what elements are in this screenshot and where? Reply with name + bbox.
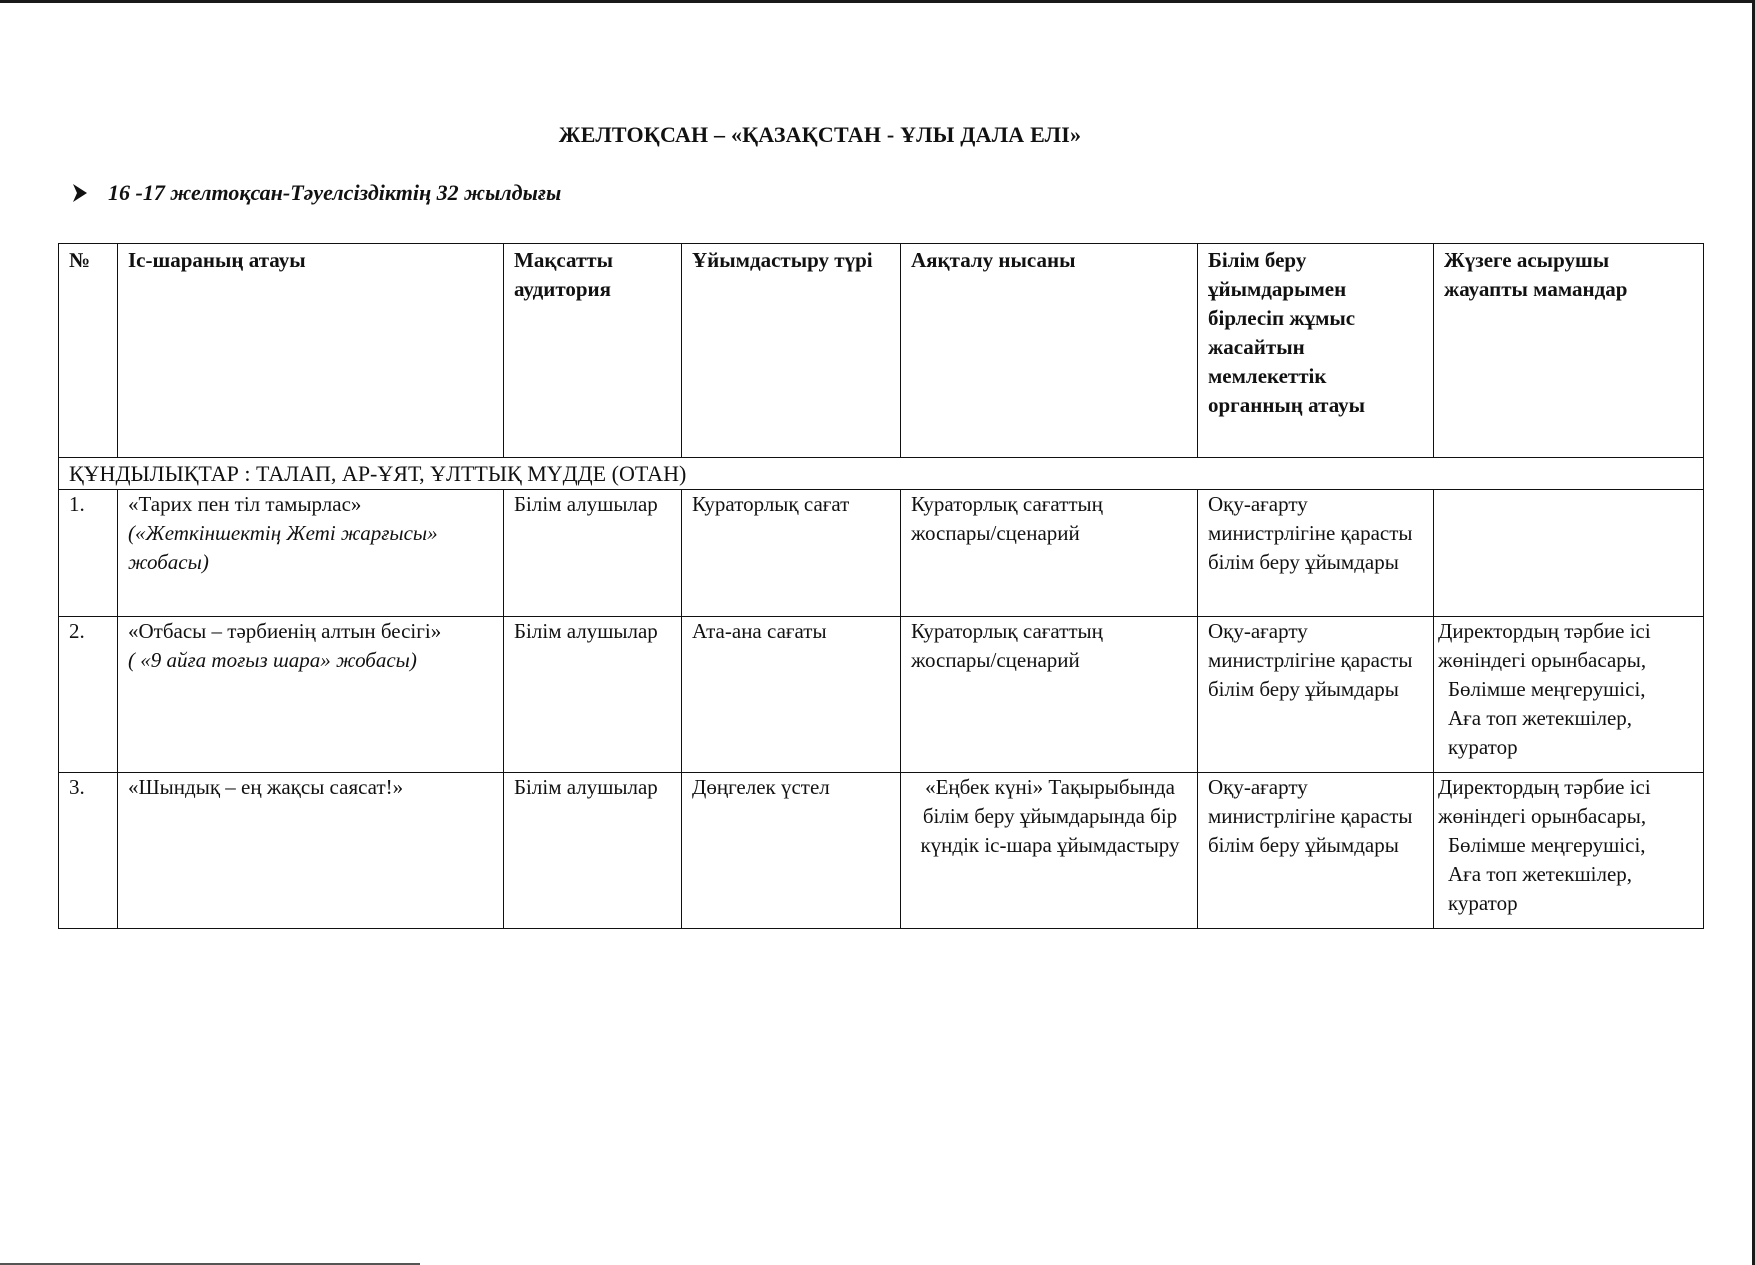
responsible-cell xyxy=(1434,617,1704,773)
responsible-cell xyxy=(1434,773,1704,929)
responsible-line: куратор xyxy=(1448,891,1518,915)
row-number: 1. xyxy=(59,490,118,617)
header-state-body: Білім беру ұйымдарымен бірлесіп жұмыс жасайтын мемлекеттік органның атауы xyxy=(1198,244,1434,458)
responsible-line: Директордың тәрбие ісі жөніндегі орынбасары, xyxy=(1438,775,1651,828)
header-responsible: Жүзеге асырушы жауапты мамандар xyxy=(1434,244,1704,458)
row-number: 2. xyxy=(59,617,118,773)
values-section-row xyxy=(59,458,1704,490)
responsible-line: Аға топ жетекшілер, xyxy=(1448,862,1633,886)
organization-form: Ата-ана сағаты xyxy=(682,617,901,773)
row-number: 3. xyxy=(59,773,118,929)
table-row xyxy=(59,490,1704,617)
header-organization-form: Ұйымдастыру түрі xyxy=(682,244,901,458)
event-name-cell xyxy=(118,617,504,773)
target-audience: Білім алушылар xyxy=(504,773,682,929)
state-body: Оқу-ағарту министрлігіне қарасты білім беру ұйымдары xyxy=(1198,773,1434,929)
table-row xyxy=(59,773,1704,929)
organization-form: Дөңгелек үстел xyxy=(682,773,901,929)
arrowhead-bullet-icon xyxy=(72,183,88,203)
subtitle-text: 16 -17 желтоқсан-Тәуелсіздіктің 32 жылдығы xyxy=(108,180,562,205)
responsible-line: Директордың тәрбие ісі жөніндегі орынбасары, xyxy=(1438,619,1651,672)
event-project-note: («Жеткіншектің Жеті жарғысы» жобасы) xyxy=(128,521,438,574)
event-name: «Отбасы – тәрбиенің алтын бесігі» xyxy=(128,619,442,643)
responsible-line: куратор xyxy=(1448,735,1518,759)
header-target-audience: Мақсатты аудитория xyxy=(504,244,682,458)
document-title: ЖЕЛТОҚСАН – «ҚАЗАҚСТАН - ҰЛЫ ДАЛА ЕЛІ» xyxy=(558,122,1082,147)
values-section-label: ҚҰНДЫЛЫҚТАР : ТАЛАП, АР-ҰЯТ, ҰЛТТЫҚ МҮДДЕ (ОТАН) xyxy=(59,458,1704,490)
header-num: № xyxy=(59,244,118,458)
responsible-line: Аға топ жетекшілер, xyxy=(1448,706,1633,730)
completion-form: Кураторлық сағаттың жоспары/сценарий xyxy=(901,617,1198,773)
event-name-cell xyxy=(118,490,504,617)
responsible-line: Бөлімше меңгерушісі, xyxy=(1448,833,1646,857)
subtitle-bullet-line xyxy=(72,180,561,206)
completion-form: «Еңбек күні» Тақырыбында білім беру ұйымдарында бір күндік іс-шара ұйымдастыру xyxy=(901,773,1198,929)
event-name: «Тарих пен тіл тамырлас» xyxy=(128,492,362,516)
target-audience: Білім алушылар xyxy=(504,617,682,773)
state-body: Оқу-ағарту министрлігіне қарасты білім беру ұйымдары xyxy=(1198,617,1434,773)
event-project-note: ( «9 айға тоғыз шара» жобасы) xyxy=(128,648,417,672)
event-name: «Шындық – ең жақсы саясат!» xyxy=(128,775,404,799)
target-audience: Білім алушылар xyxy=(504,490,682,617)
table-header-row xyxy=(59,244,1704,458)
events-plan-table xyxy=(58,243,1704,929)
responsible-cell xyxy=(1434,490,1704,617)
scan-edge-top xyxy=(0,0,1755,3)
header-event-name: Іс-шараның атауы xyxy=(118,244,504,458)
responsible-line: Бөлімше меңгерушісі, xyxy=(1448,677,1646,701)
organization-form: Кураторлық сағат xyxy=(682,490,901,617)
table-row xyxy=(59,617,1704,773)
header-completion-form: Аяқталу нысаны xyxy=(901,244,1198,458)
state-body: Оқу-ағарту министрлігіне қарасты білім беру ұйымдары xyxy=(1198,490,1434,617)
event-name-cell xyxy=(118,773,504,929)
completion-form: Кураторлық сағаттың жоспары/сценарий xyxy=(901,490,1198,617)
